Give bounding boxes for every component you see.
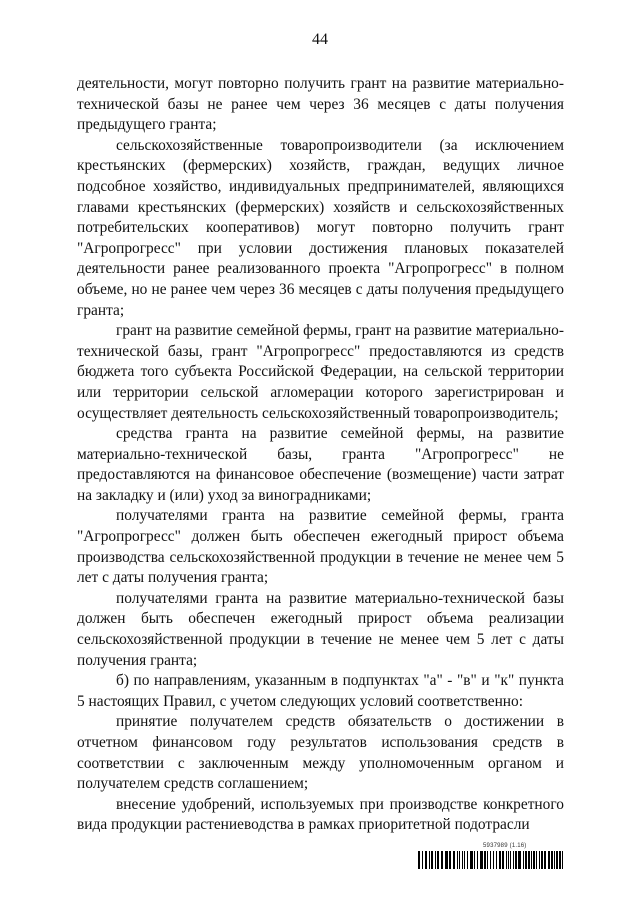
paragraph-2: сельскохозяйственные товаропроизводители (за исключением крестьянских (фермерских) хозяйств, граждан, ведущих личное подсобное хозяйство, индивидуальных предпринимателей, являющихся главами крестьянских (фермерских) хозяйств и сельскохозяйственных потребительских кооперативов) могут повторно получить грант "Агропрогресс" при условии достижения плановых показателей деятельности ранее реализованного проекта "Агропрогресс" в полном объеме, но не ранее чем через 36 месяцев с даты получения предыдущего гранта; (77, 136, 564, 319)
paragraph-5: получателями гранта на развитие семейной фермы, гранта "Агропрогресс" должен быть обеспечен ежегодный прирост объема производства сельскохозяйственной продукции в течение не менее чем 5 лет с даты получения гранта; (77, 507, 564, 587)
paragraph-6: получателями гранта на развитие материально-технической базы должен быть обеспечен ежегодный прирост объема реализации сельскохозяйственной продукции в течение не менее чем 5 лет с даты получения гранта; (77, 589, 564, 669)
page-number: 44 (312, 31, 328, 48)
paragraph-8: принятие получателем средств обязательств о достижении в отчетном финансовом году результатов использования средств в соответствии с заключенным между уполномоченным органом и получателем средств соглашением; (77, 713, 564, 793)
barcode-icon (418, 851, 564, 869)
paragraph-4: средства гранта на развитие семейной фермы, на развитие материально-технической базы, гранта "Агропрогресс" не предоставляются на финансовое обеспечение (возмещение) части затрат на закладку и (или) уход за виноградниками; (77, 425, 564, 504)
document-code: 5937989 (1.16) (483, 843, 527, 849)
paragraph-7: б) по направлениям, указанным в подпунктах "а" - "в" и "к" пункта 5 настоящих Правил, с учетом следующих условий соответственно: (77, 672, 564, 710)
paragraph-9: внесение удобрений, используемых при производстве конкретного вида продукции растениеводства в рамках приоритетной подотрасли (77, 795, 564, 834)
paragraph-3: грант на развитие семейной фермы, грант на развитие материально-технической базы, грант "Агропрогресс" предоставляются из средств бюджета того субъекта Российской Федерации, на сельской территории или территории сельской агломерации которого зарегистрирован и осуществляет деятельность сельскохозяйственный товаропроизводитель; (77, 322, 564, 422)
paragraph-1: деятельности, могут повторно получить грант на развитие материально-технической базы не ранее чем через 36 месяцев с даты получения предыдущего гранта; (77, 75, 564, 134)
document-body (77, 74, 564, 836)
